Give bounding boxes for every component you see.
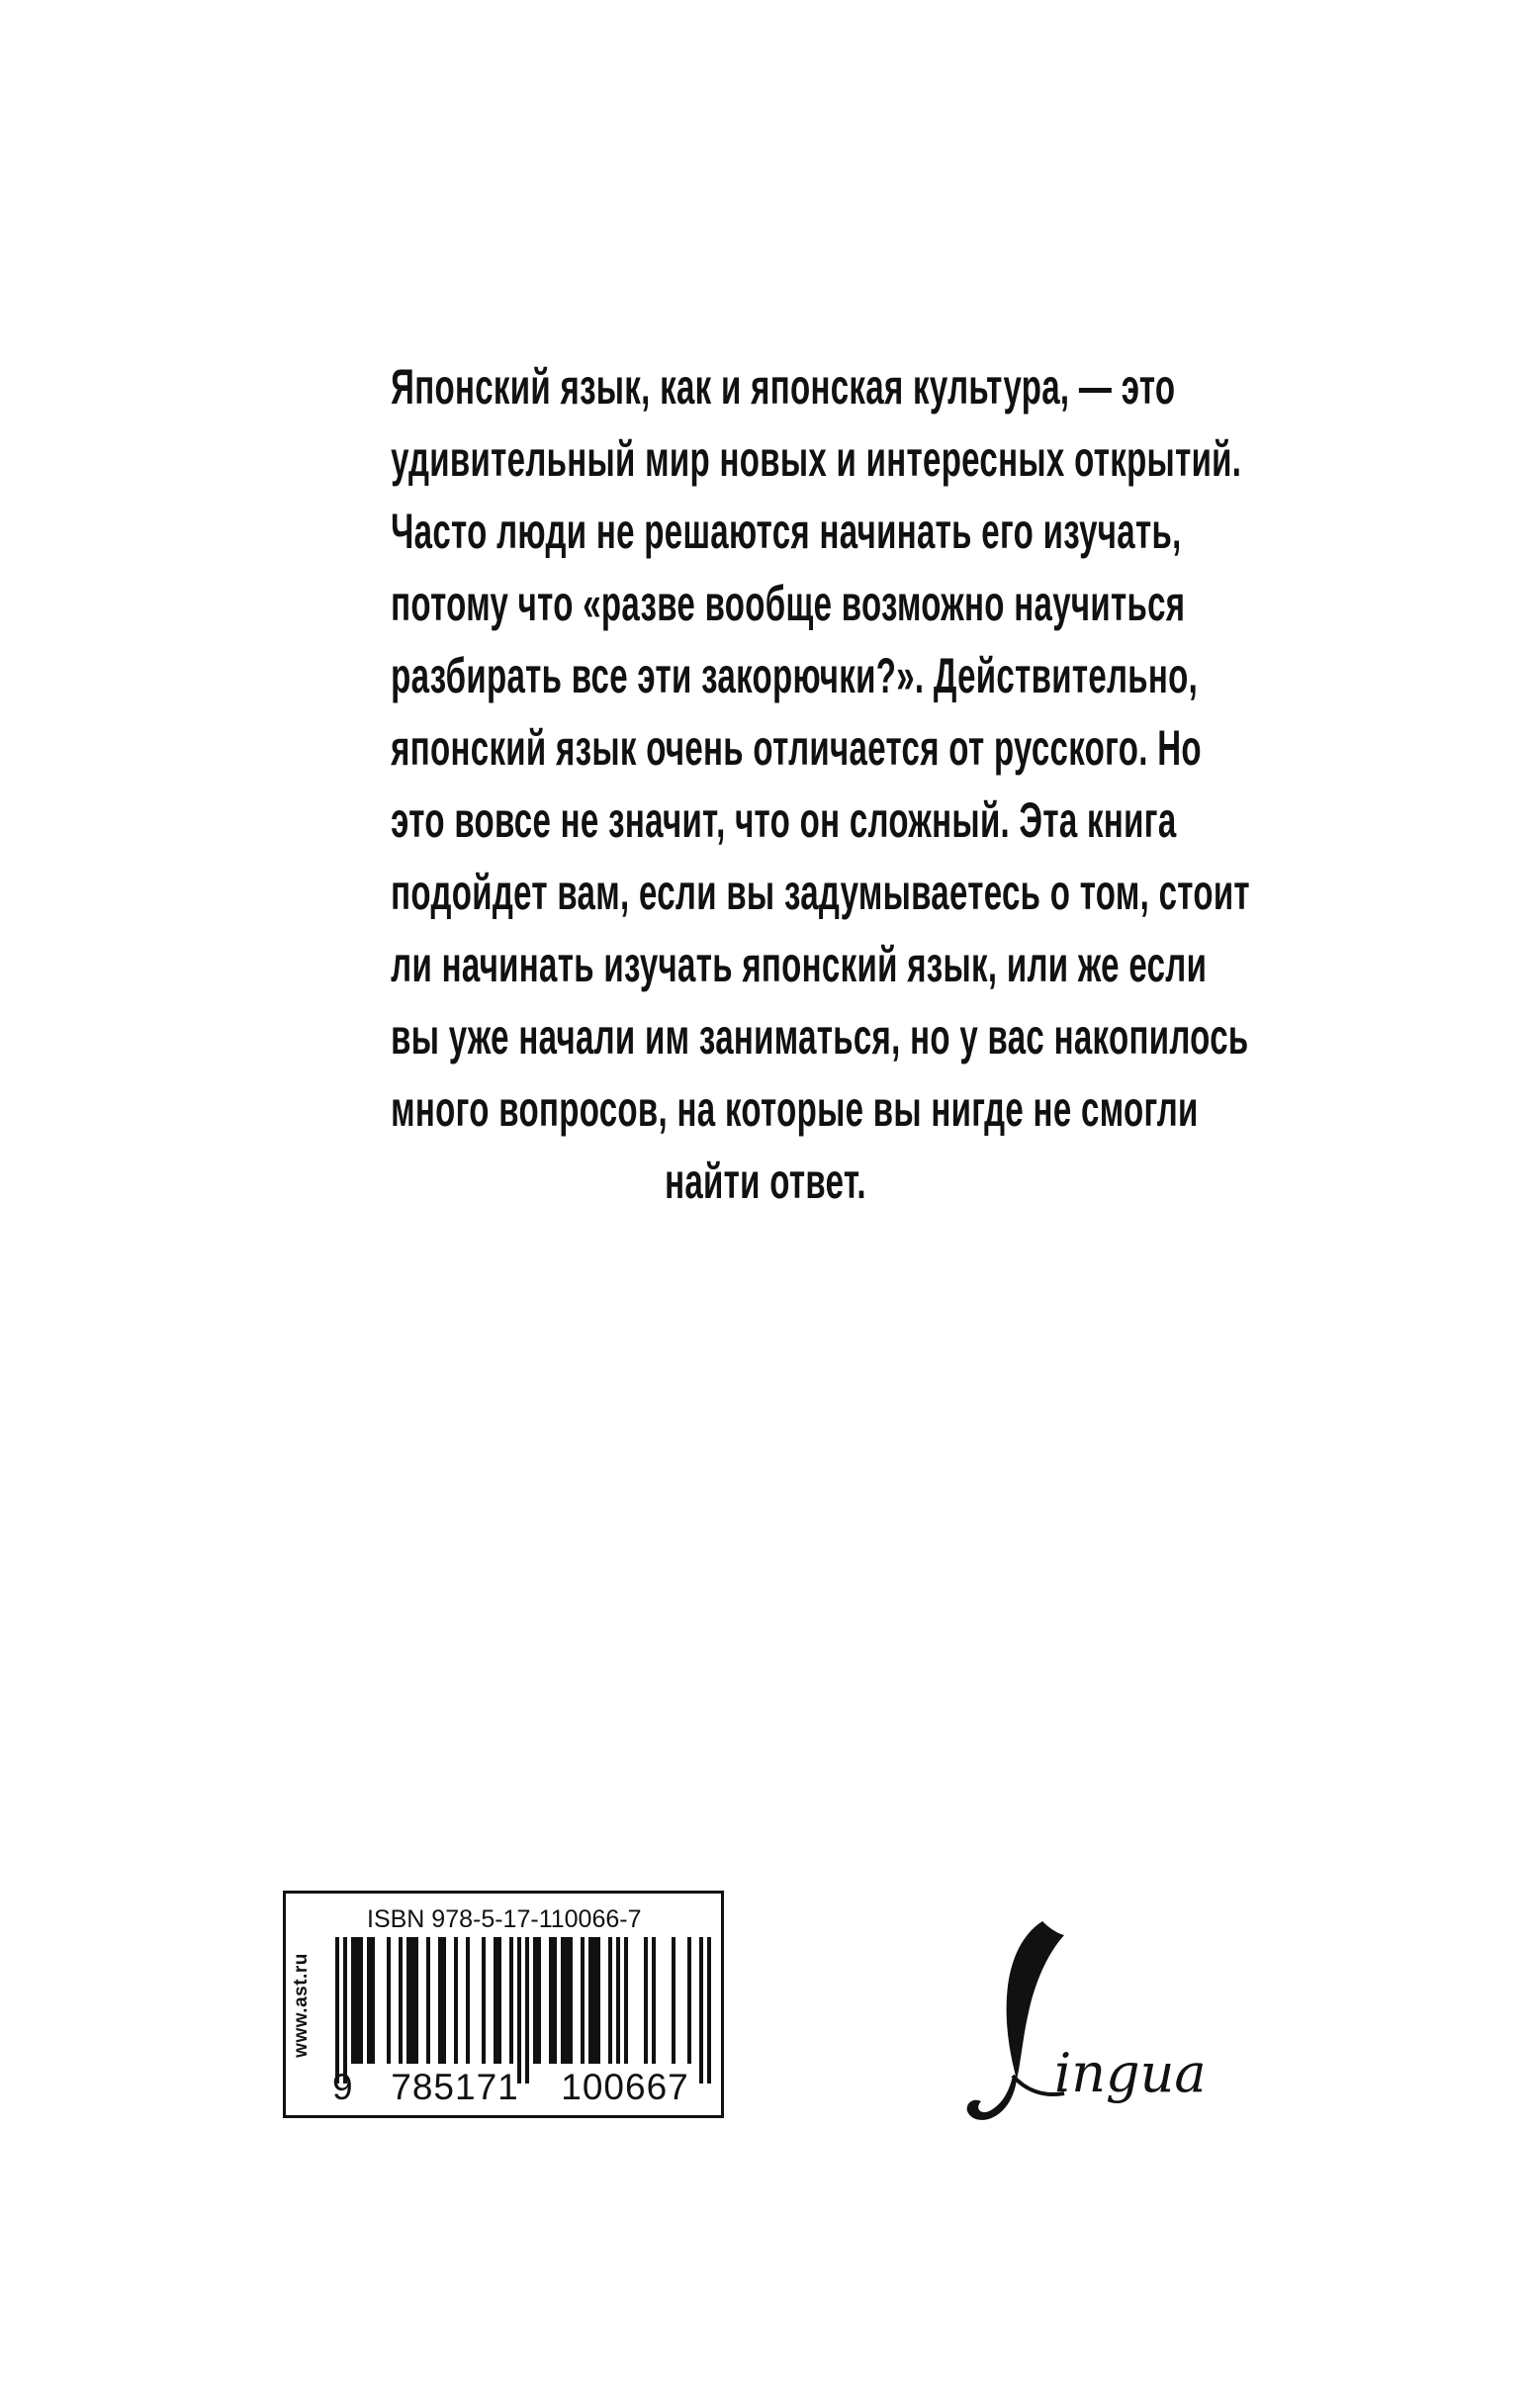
ean-first-digit: 9 <box>332 2067 353 2107</box>
barcode-bar <box>426 1937 430 2064</box>
barcode-bar <box>616 1937 620 2064</box>
lingua-quill-logo-icon <box>926 1905 1222 2133</box>
blurb-line: ли начинать изучать японский язык, или же если <box>391 937 1208 992</box>
barcode-guard-bar <box>699 1937 703 2084</box>
barcode-bar <box>351 1937 363 2064</box>
barcode-bar <box>644 1937 648 2064</box>
blurb-line: японский язык очень отличается от русского. Но <box>391 720 1202 776</box>
blurb-line: найти ответ. <box>665 1154 866 1209</box>
barcode-bar <box>652 1937 656 2064</box>
blurb-line: потому что «разве вообще возможно научиться <box>391 576 1186 631</box>
barcode-guard-bar <box>707 1937 711 2084</box>
blurb-line: много вопросов, на которые вы нигде не смогли <box>391 1081 1199 1137</box>
ean-right-group: 100667 <box>561 2067 689 2107</box>
barcode-bar <box>466 1937 470 2064</box>
barcode-bar <box>672 1937 675 2064</box>
back-cover-blurb <box>198 351 1333 1218</box>
publisher-website-text: www.ast.ru <box>291 1953 312 2058</box>
barcode-bar <box>454 1937 458 2064</box>
blurb-line: удивительный мир новых и интересных открытий. <box>391 431 1242 487</box>
blurb-line: вы уже начали им заниматься, но у вас накопилось <box>391 1009 1249 1065</box>
barcode-guard-bar <box>525 1937 529 2084</box>
barcode-bar <box>588 1937 600 2064</box>
barcode-guard-bar <box>335 1937 339 2084</box>
barcode-bar <box>608 1937 612 2064</box>
blurb-line: это вовсе не значит, что он сложный. Эта книга <box>391 792 1177 848</box>
barcode-bar <box>549 1937 557 2064</box>
isbn-barcode-box <box>283 1891 724 2118</box>
blurb-line: Японский язык, как и японская культура, — это <box>391 359 1176 415</box>
barcode-bar <box>581 1937 585 2064</box>
barcode-bar <box>387 1937 391 2064</box>
barcode-bar <box>624 1937 628 2064</box>
blurb-line: Часто люди не решаются начинать его изучать, <box>391 504 1182 559</box>
barcode-bar <box>494 1937 501 2064</box>
barcode-bar <box>367 1937 375 2064</box>
isbn-label: ISBN 978-5-17-110066-7 <box>367 1905 642 1933</box>
barcode-bar <box>399 1937 403 2064</box>
barcode-bar <box>687 1937 691 2064</box>
logo-wordmark: ingua <box>1054 2042 1207 2104</box>
barcode-guard-bar <box>517 1937 521 2084</box>
barcode-bar <box>533 1937 541 2064</box>
barcode-bar <box>561 1937 573 2064</box>
barcode-bar <box>482 1937 486 2064</box>
barcode-bar <box>438 1937 446 2064</box>
barcode-bar <box>509 1937 513 2064</box>
barcode-bars <box>325 1937 721 2084</box>
ean-left-group: 785171 <box>391 2067 519 2107</box>
blurb-line: подойдет вам, если вы задумываетесь о том, стоит <box>391 865 1250 920</box>
barcode-bar <box>406 1937 418 2064</box>
barcode-guard-bar <box>343 1937 347 2084</box>
lingua-logo <box>926 1905 1222 2133</box>
blurb-line: разбирать все эти закорючки?». Действительно, <box>391 648 1199 703</box>
